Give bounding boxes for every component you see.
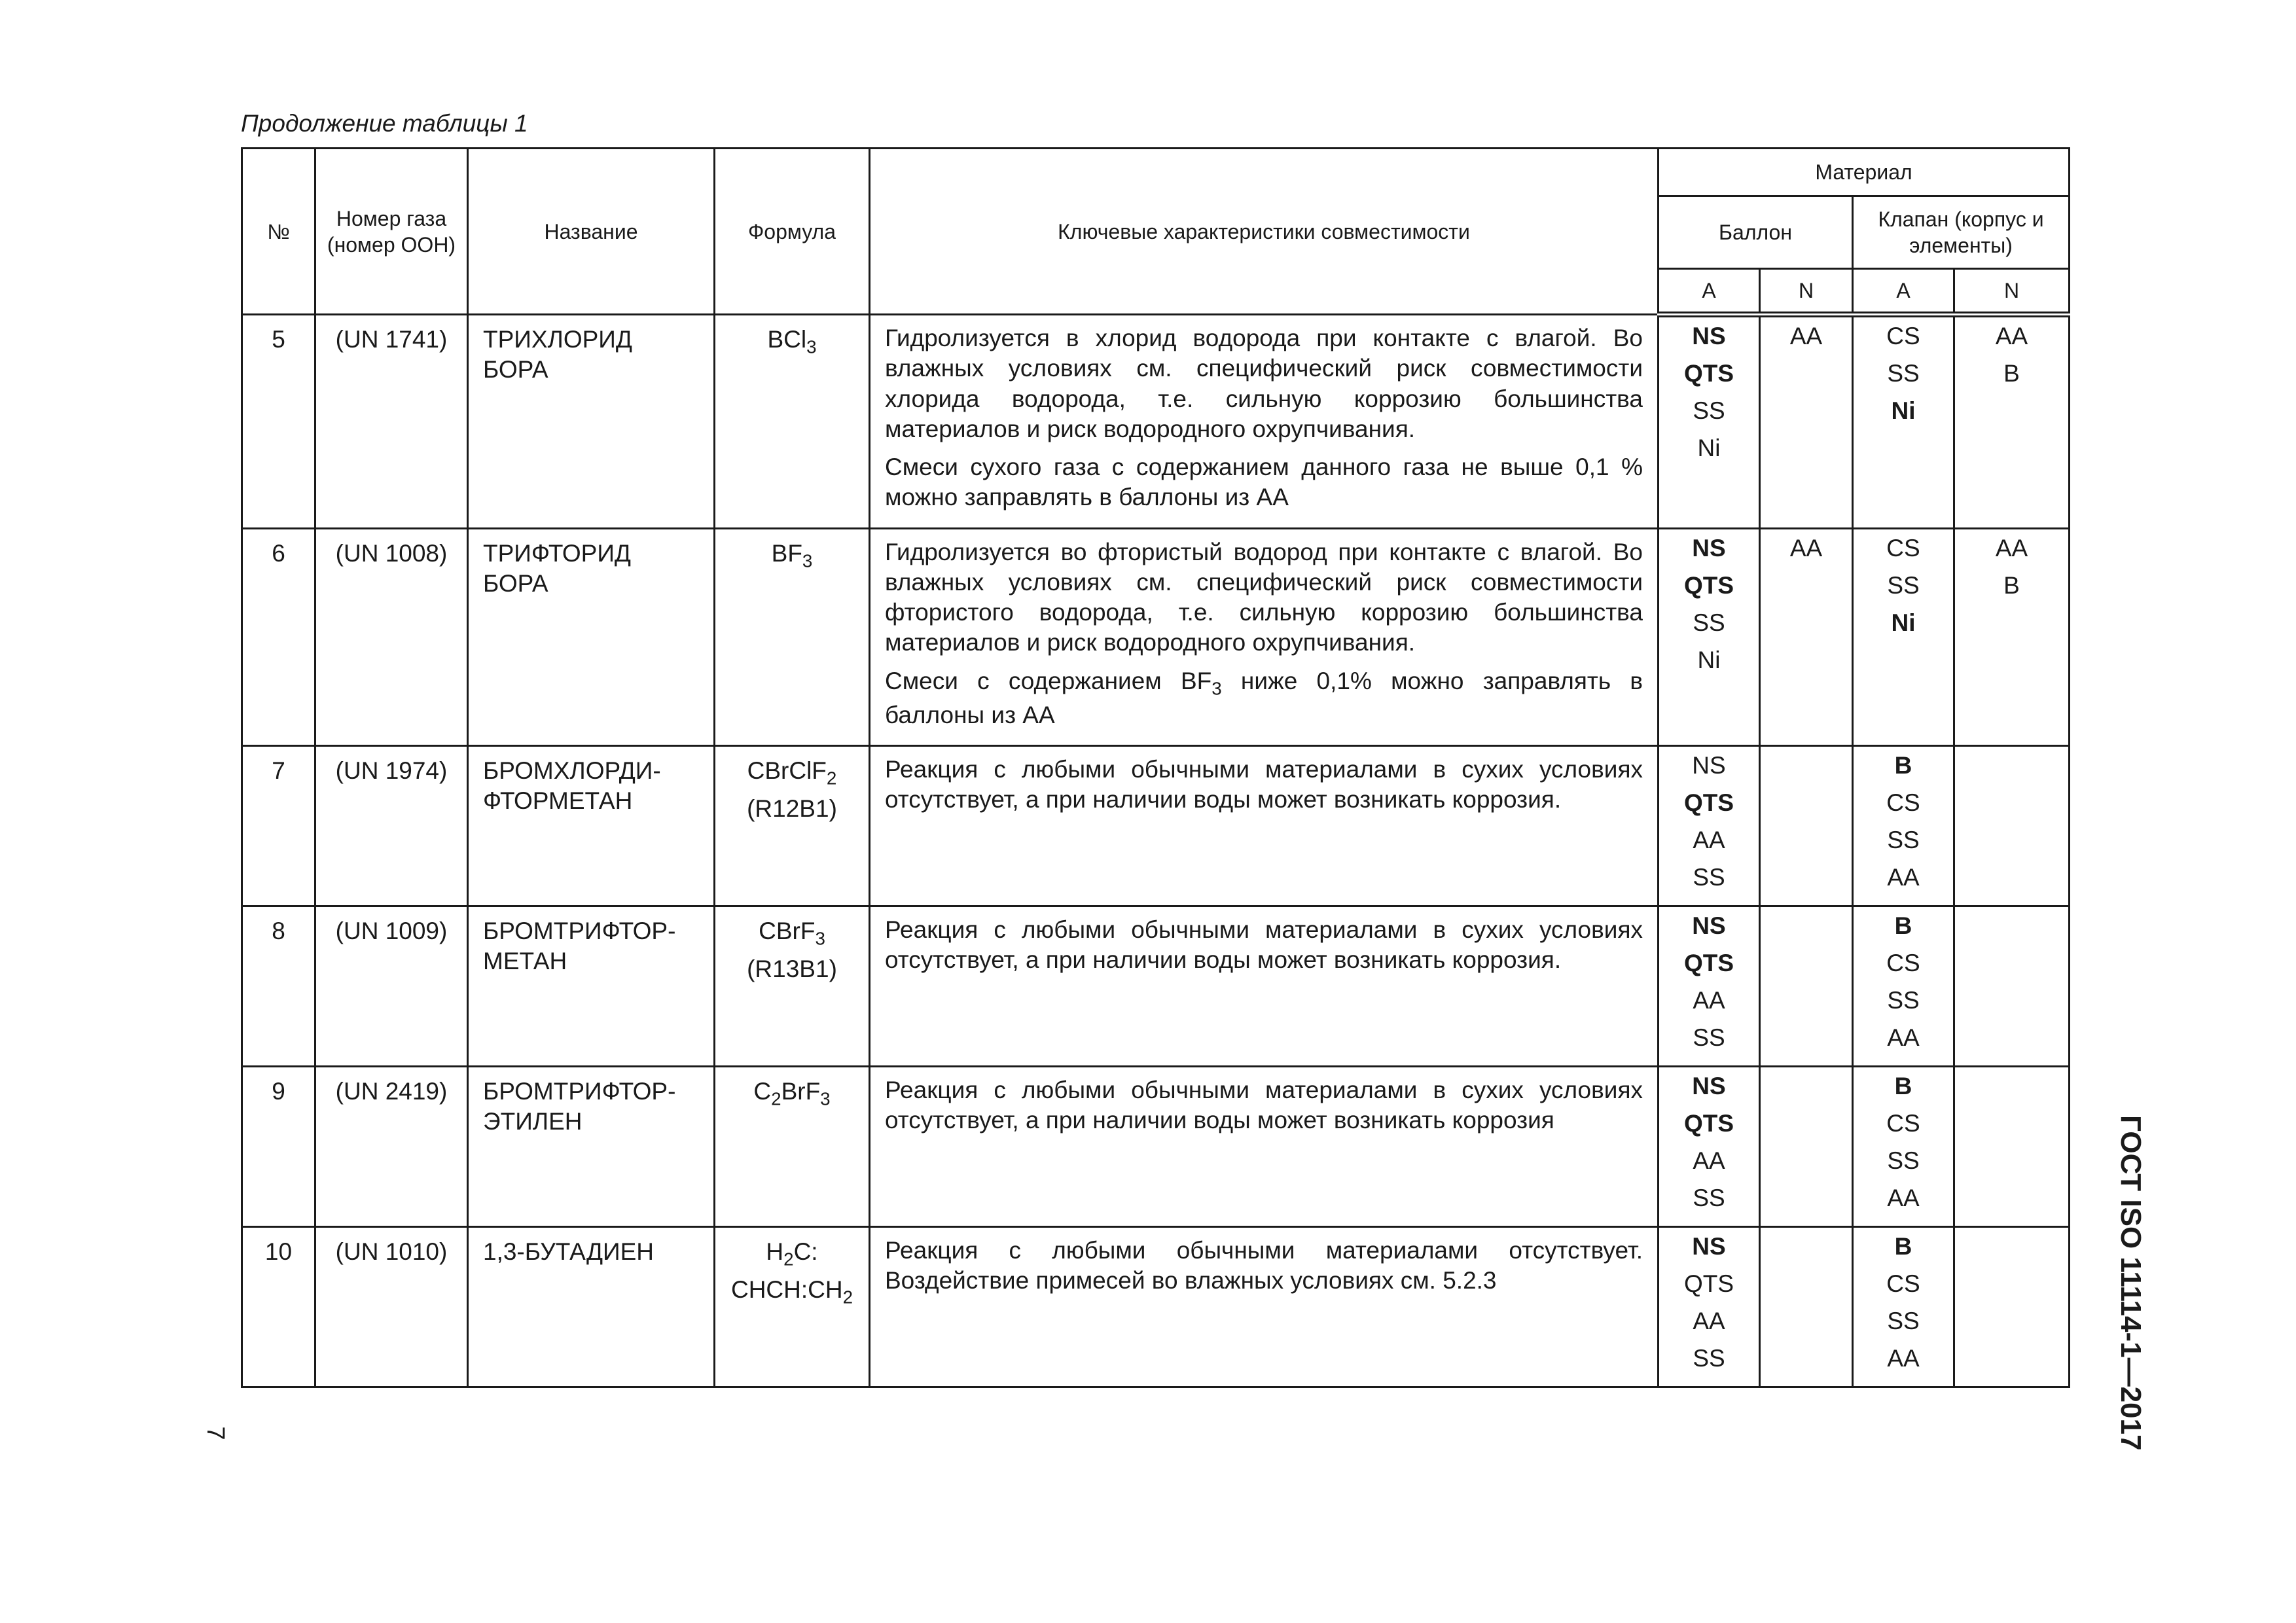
formula-line bbox=[716, 1275, 868, 1309]
header-valve: Клапан (корпус и элементы) bbox=[1853, 196, 2070, 269]
material-code: SS bbox=[1887, 1307, 1920, 1334]
description-text: Смеси с содержанием BF bbox=[885, 667, 1212, 694]
cell-compatibility-description bbox=[870, 745, 1659, 906]
material-code: Ni bbox=[1891, 609, 1916, 636]
cell-cylinder-a bbox=[1659, 1066, 1760, 1226]
cell-un-number: (UN 2419) bbox=[315, 1066, 468, 1226]
material-code: NS bbox=[1692, 1232, 1726, 1260]
material-code: SS bbox=[1693, 1184, 1725, 1211]
material-code: AA bbox=[1995, 534, 2028, 562]
cell-valve-n bbox=[1954, 745, 2070, 906]
cell-cylinder-a bbox=[1659, 315, 1760, 529]
formula-line bbox=[716, 916, 868, 950]
description-paragraph: Гидролизуется в хлорид водорода при контакте с влагой. Во влажных условиях см. специфический риск совместимости хлорида водорода, т.е. сильную коррозию большинства материалов и риск водородного охрупчивания. bbox=[885, 325, 1643, 442]
cell-valve-n bbox=[1954, 315, 2070, 529]
material-code: SS bbox=[1693, 863, 1725, 891]
material-code: SS bbox=[1693, 1344, 1725, 1372]
formula-subscript: 3 bbox=[806, 336, 817, 357]
cell-un-number: (UN 1974) bbox=[315, 745, 468, 906]
material-code: NS bbox=[1692, 751, 1726, 779]
material-code: SS bbox=[1693, 397, 1725, 424]
table-caption: Продолжение таблицы 1 bbox=[241, 110, 528, 137]
description-paragraph: Гидролизуется во фтористый водород при контакте с влагой. Во влажных условиях см. специфический риск совместимости фтористого водорода, т.е. сильную коррозию большинства материалов и риск водородного охрупчивания. bbox=[885, 538, 1643, 656]
cell-gas-name: ТРИФТОРИД БОРА bbox=[468, 528, 715, 745]
material-code: QTS bbox=[1683, 949, 1734, 976]
formula-line bbox=[716, 794, 868, 824]
cell-compatibility-description bbox=[870, 1226, 1659, 1387]
cell-formula bbox=[715, 528, 870, 745]
table-row bbox=[242, 745, 2070, 906]
cell-number: 8 bbox=[242, 906, 315, 1066]
cell-cylinder-a bbox=[1659, 906, 1760, 1066]
material-code: AA bbox=[1693, 1307, 1725, 1334]
header-valve-a: A bbox=[1853, 269, 1954, 315]
material-code: NS bbox=[1692, 323, 1726, 349]
cell-formula bbox=[715, 745, 870, 906]
header-valve-n: N bbox=[1954, 269, 2070, 315]
material-code: AA bbox=[1995, 323, 2028, 349]
material-code: AA bbox=[1887, 1184, 1920, 1211]
cell-valve-a bbox=[1853, 1226, 1954, 1387]
description-paragraph: Реакция с любыми обычными материалами в сухих условиях отсутствует, а при наличии воды может возникать коррозия bbox=[885, 1076, 1643, 1133]
cell-valve-a bbox=[1853, 745, 1954, 906]
material-code: AA bbox=[1789, 534, 1823, 562]
material-code: AA bbox=[1693, 986, 1725, 1014]
material-code: CS bbox=[1886, 949, 1920, 976]
cell-formula bbox=[715, 1226, 870, 1387]
cell-cylinder-n bbox=[1760, 1066, 1853, 1226]
description-paragraph bbox=[885, 666, 1643, 730]
cell-gas-name: ТРИХЛОРИД БОРА bbox=[468, 315, 715, 529]
cell-compatibility-description bbox=[870, 315, 1659, 529]
formula-line bbox=[716, 1237, 868, 1271]
material-code: SS bbox=[1887, 1147, 1920, 1174]
material-code: SS bbox=[1693, 1024, 1725, 1051]
table-row bbox=[242, 528, 2070, 745]
cell-un-number: (UN 1741) bbox=[315, 315, 468, 529]
material-code: CS bbox=[1886, 534, 1920, 562]
description-paragraph: Реакция с любыми обычными материалами в сухих условиях отсутствует, а при наличии воды может возникать коррозия. bbox=[885, 916, 1643, 973]
formula-text: C: bbox=[793, 1238, 818, 1265]
formula-subscript: 3 bbox=[815, 928, 825, 949]
cell-gas-name: 1,3-БУТАДИЕН bbox=[468, 1226, 715, 1387]
cell-number: 7 bbox=[242, 745, 315, 906]
formula-line bbox=[716, 539, 868, 573]
cell-valve-a bbox=[1853, 528, 1954, 745]
cell-cylinder-n bbox=[1760, 1226, 1853, 1387]
cell-formula bbox=[715, 1066, 870, 1226]
formula-text: CBrF bbox=[759, 917, 816, 944]
header-material: Материал bbox=[1659, 149, 2070, 196]
material-code: Ni bbox=[1697, 435, 1721, 461]
material-code: SS bbox=[1887, 826, 1920, 853]
material-code: SS bbox=[1693, 609, 1725, 636]
cell-cylinder-n bbox=[1760, 745, 1853, 906]
cell-cylinder-a bbox=[1659, 745, 1760, 906]
cell-un-number: (UN 1009) bbox=[315, 906, 468, 1066]
cell-number: 9 bbox=[242, 1066, 315, 1226]
material-code: QTS bbox=[1683, 1109, 1734, 1137]
material-code: B bbox=[2003, 360, 2020, 387]
material-code: B bbox=[1894, 751, 1912, 779]
table-row bbox=[242, 1226, 2070, 1387]
cell-cylinder-n bbox=[1760, 906, 1853, 1066]
formula-line bbox=[716, 325, 868, 359]
cell-formula bbox=[715, 906, 870, 1066]
compatibility-table bbox=[241, 147, 2070, 1388]
cell-valve-n bbox=[1954, 906, 2070, 1066]
formula-text: BrF bbox=[781, 1077, 821, 1105]
cell-cylinder-n bbox=[1760, 528, 1853, 745]
material-code: QTS bbox=[1683, 1270, 1734, 1297]
formula-subscript: 2 bbox=[826, 768, 837, 789]
formula-line bbox=[716, 1077, 868, 1111]
material-code: SS bbox=[1887, 360, 1920, 387]
cell-valve-n bbox=[1954, 1226, 2070, 1387]
cell-compatibility-description bbox=[870, 528, 1659, 745]
description-subscript: 3 bbox=[1211, 677, 1222, 698]
table-row bbox=[242, 906, 2070, 1066]
material-code: AA bbox=[1693, 1147, 1725, 1174]
document-side-title: ГОСТ ISO 11114-1—2017 bbox=[2115, 1115, 2147, 1451]
material-code: B bbox=[1894, 1232, 1912, 1260]
material-code: QTS bbox=[1683, 571, 1734, 599]
table-row bbox=[242, 315, 2070, 529]
header-gas-number: Номер газа (номер ООН) bbox=[315, 149, 468, 315]
description-text: Смеси сухого газа с содержанием данного газа не выше 0,1 % можно заправлять в баллоны из АА bbox=[885, 454, 1643, 511]
material-code: CS bbox=[1886, 1109, 1920, 1137]
material-code: SS bbox=[1887, 571, 1920, 599]
material-code: B bbox=[1894, 1072, 1912, 1099]
cell-number: 6 bbox=[242, 528, 315, 745]
cell-valve-n bbox=[1954, 528, 2070, 745]
material-code: QTS bbox=[1683, 789, 1734, 816]
formula-text: CHCH:CH bbox=[730, 1275, 843, 1303]
header-cylinder-a: A bbox=[1659, 269, 1760, 315]
cell-cylinder-n bbox=[1760, 315, 1853, 529]
material-code: Ni bbox=[1697, 646, 1721, 673]
cell-un-number: (UN 1008) bbox=[315, 528, 468, 745]
cell-gas-name: БРОМХЛОРДИ-ФТОРМЕТАН bbox=[468, 745, 715, 906]
cell-compatibility-description bbox=[870, 1066, 1659, 1226]
cell-valve-n bbox=[1954, 1066, 2070, 1226]
cell-cylinder-a bbox=[1659, 1226, 1760, 1387]
cell-valve-a bbox=[1853, 906, 1954, 1066]
header-formula: Формула bbox=[715, 149, 870, 315]
formula-subscript: 2 bbox=[842, 1287, 853, 1308]
cell-gas-name: БРОМТРИФТОР-МЕТАН bbox=[468, 906, 715, 1066]
description-text: ниже 0,1% можно заправлять в баллоны из АА bbox=[885, 667, 1643, 728]
cell-valve-a bbox=[1853, 315, 1954, 529]
header-key-characteristics: Ключевые характеристики совместимости bbox=[870, 149, 1659, 315]
formula-text: H bbox=[766, 1238, 784, 1265]
material-code: AA bbox=[1887, 1024, 1920, 1051]
material-code: B bbox=[1894, 912, 1912, 939]
cell-gas-name: БРОМТРИФТОР-ЭТИЛЕН bbox=[468, 1066, 715, 1226]
material-code: SS bbox=[1887, 986, 1920, 1014]
table-row bbox=[242, 1066, 2070, 1226]
header-no: № bbox=[242, 149, 315, 315]
material-code: NS bbox=[1692, 912, 1726, 939]
header-name: Название bbox=[468, 149, 715, 315]
description-paragraph: Реакция с любыми обычными материалами отсутствует. Воздействие примесей во влажных условиях см. 5.2.3 bbox=[885, 1236, 1643, 1294]
formula-subscript: 2 bbox=[771, 1088, 781, 1109]
material-code: CS bbox=[1886, 1270, 1920, 1297]
formula-line bbox=[716, 954, 868, 984]
cell-un-number: (UN 1010) bbox=[315, 1226, 468, 1387]
header-cylinder-n: N bbox=[1760, 269, 1853, 315]
header-cylinder: Баллон bbox=[1659, 196, 1853, 269]
formula-text: BF bbox=[771, 539, 802, 567]
description-paragraph: Реакция с любыми обычными материалами в сухих условиях отсутствует, а при наличии воды может возникать коррозия. bbox=[885, 755, 1643, 813]
formula-subscript: 2 bbox=[783, 1249, 794, 1270]
material-code: Ni bbox=[1891, 397, 1916, 424]
material-code: CS bbox=[1886, 323, 1920, 349]
description-paragraph bbox=[885, 452, 1643, 513]
material-code: NS bbox=[1692, 534, 1726, 562]
cell-valve-a bbox=[1853, 1066, 1954, 1226]
cell-compatibility-description bbox=[870, 906, 1659, 1066]
cell-cylinder-a bbox=[1659, 528, 1760, 745]
formula-text: CBrClF bbox=[747, 757, 827, 784]
material-code: AA bbox=[1887, 1344, 1920, 1372]
formula-subscript: 3 bbox=[802, 550, 813, 571]
cell-number: 5 bbox=[242, 315, 315, 529]
material-code: AA bbox=[1887, 863, 1920, 891]
material-code: CS bbox=[1886, 789, 1920, 816]
formula-text: (R12B1) bbox=[747, 794, 837, 822]
formula-line bbox=[716, 756, 868, 790]
material-code: AA bbox=[1789, 323, 1823, 349]
cell-formula bbox=[715, 315, 870, 529]
material-code: B bbox=[2003, 571, 2020, 599]
formula-text: C bbox=[753, 1077, 772, 1105]
cell-number: 10 bbox=[242, 1226, 315, 1387]
formula-text: (R13B1) bbox=[747, 955, 837, 982]
material-code: NS bbox=[1692, 1072, 1726, 1099]
material-code: QTS bbox=[1683, 360, 1734, 387]
formula-subscript: 3 bbox=[820, 1088, 831, 1109]
page-number: 7 bbox=[202, 1426, 229, 1440]
material-code: AA bbox=[1693, 826, 1725, 853]
formula-text: BCl bbox=[767, 326, 807, 353]
